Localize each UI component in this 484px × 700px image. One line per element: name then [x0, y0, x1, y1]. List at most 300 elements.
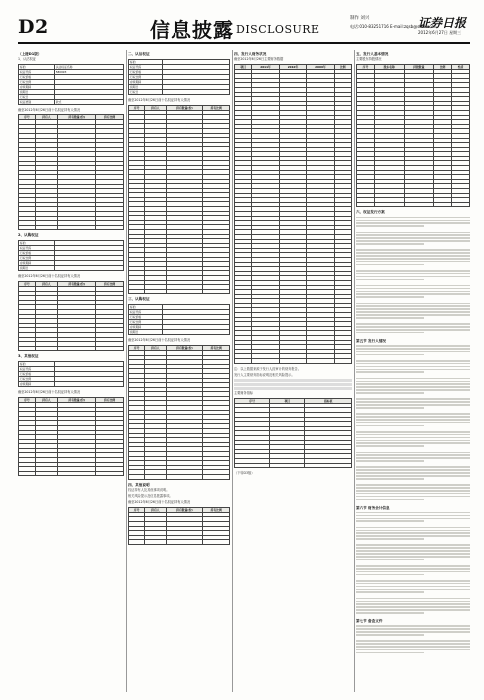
- text-line-placeholder: [356, 460, 424, 462]
- info-key: 行权价格: [19, 251, 55, 256]
- text-line-placeholder: [356, 634, 424, 636]
- paragraph-gap: [356, 594, 470, 596]
- info-key: 行权价格: [129, 315, 163, 320]
- text-line-placeholder: [356, 323, 470, 325]
- contact-line: 电话:010-83251716 E-mail:zqsb@stcn.com: [350, 24, 436, 29]
- text-line-placeholder: [356, 550, 470, 552]
- info-row: [129, 90, 230, 95]
- paragraph-gap: [356, 246, 470, 248]
- table-header-cell: 持有人: [145, 105, 166, 110]
- table-cell: [19, 471, 36, 476]
- block-heading: 四、其他说明: [128, 482, 150, 487]
- info-value: 欧式: [54, 99, 123, 104]
- text-line-placeholder: [356, 270, 470, 272]
- text-line-placeholder: [356, 652, 424, 654]
- table-cell: [374, 202, 404, 207]
- text-line-placeholder: [234, 379, 352, 382]
- table-row: [129, 474, 230, 479]
- paragraph-gap: [356, 463, 470, 465]
- table-cell: [434, 202, 452, 207]
- text-line-placeholder: [356, 378, 470, 380]
- table-header-cell: 持股数量: [404, 64, 434, 69]
- table-title: 截至2012年6月26日前十名权证持有人情况: [128, 338, 191, 343]
- info-key: 行权日: [129, 90, 163, 95]
- info-key: 存续期间: [19, 261, 55, 266]
- holder-table: [128, 345, 230, 480]
- text-line-placeholder: [356, 360, 470, 362]
- block-subheading: 1、认沽权证: [18, 57, 36, 61]
- table-header-cell: 持有比例: [96, 397, 124, 402]
- text-line-placeholder: [356, 285, 470, 287]
- paragraph-gap: [356, 541, 470, 543]
- text-line-placeholder: [356, 217, 470, 219]
- paragraph: 相关风险提示及信息披露事项。: [128, 493, 173, 498]
- holder-table: [18, 397, 124, 477]
- info-value: 认沽权证名称: [54, 64, 123, 69]
- table-cell: [235, 359, 252, 364]
- text-line-placeholder: [356, 478, 424, 480]
- text-line-placeholder: [356, 383, 470, 385]
- table-header-cell: 持有人: [35, 115, 57, 120]
- info-key: 到期日: [19, 266, 55, 271]
- table-header-cell: 2009年: [307, 64, 334, 69]
- info-key: 行权比例: [19, 256, 55, 261]
- table-title: 截至2012年6月26日前十名权证持有人情况: [18, 390, 81, 395]
- text-line-placeholder: [356, 530, 470, 532]
- table-header-cell: 持有数量(份): [58, 397, 96, 402]
- block-heading: 二、认沽权证: [128, 52, 150, 56]
- text-line-placeholder: [356, 452, 470, 454]
- paragraph-gap: [356, 395, 470, 397]
- table-cell: [279, 359, 306, 364]
- text-line-placeholder: [356, 234, 470, 236]
- info-key: 行权价格: [19, 372, 55, 377]
- table-header-cell: 比例: [434, 64, 452, 69]
- table-cell: [270, 463, 305, 468]
- column-1: [18, 50, 124, 692]
- text-line-placeholder: [356, 475, 470, 477]
- paragraph-gap: [356, 374, 470, 376]
- note-paragraph: 注：以上数据来源于发行人经审计的财务报告。: [234, 366, 301, 371]
- info-key: 权证代码: [129, 310, 163, 315]
- text-line-placeholder: [356, 308, 470, 310]
- section-heading: 六、权证发行方案: [356, 210, 385, 215]
- table-header-cell: 持有比例: [96, 115, 124, 120]
- paragraph-gap: [356, 502, 470, 504]
- text-line-placeholder: [356, 291, 470, 293]
- table-header-cell: 2011年: [252, 64, 279, 69]
- table-cell: [203, 540, 230, 545]
- text-line-placeholder: [356, 329, 470, 331]
- info-table: [18, 64, 124, 105]
- table-header-cell: 性质: [452, 64, 470, 69]
- info-key: 行权价格: [19, 74, 55, 79]
- table-cell: [166, 540, 203, 545]
- info-key: 标的: [19, 241, 55, 246]
- table-cell: [145, 289, 166, 294]
- text-line-placeholder: [356, 255, 470, 257]
- table-title: 截至2012年6月26日前十名权证持有人情况: [128, 98, 191, 102]
- column-4: [356, 50, 470, 692]
- text-line-placeholder: [356, 520, 424, 522]
- table-cell: [19, 225, 36, 230]
- holder-table: [18, 114, 124, 230]
- table-cell: [166, 289, 203, 294]
- info-row: [19, 99, 124, 104]
- holder-table: [234, 398, 352, 468]
- table-header-cell: 持有比例: [203, 507, 230, 512]
- text-line-placeholder: [356, 518, 470, 520]
- table-cell: [129, 289, 145, 294]
- text-line-placeholder: [356, 366, 470, 368]
- paragraph-gap: [356, 637, 470, 639]
- text-line-placeholder: [356, 469, 470, 471]
- text-line-placeholder: [356, 345, 470, 347]
- text-line-placeholder: [356, 472, 470, 474]
- text-line-placeholder: [356, 252, 470, 254]
- text-line-placeholder: [356, 389, 470, 391]
- text-line-placeholder: [356, 606, 470, 608]
- text-line-placeholder: [356, 222, 470, 224]
- paragraph-gap: [356, 615, 470, 617]
- editor-credit: 制作 刘兴: [350, 16, 370, 21]
- text-line-placeholder: [356, 527, 470, 529]
- info-key: 行权价格: [129, 70, 163, 75]
- table-cell: [129, 474, 145, 479]
- text-line-placeholder: [356, 296, 424, 298]
- info-key: 权证代码: [19, 69, 55, 74]
- table-cell: [203, 474, 230, 479]
- paragraph-gap: [356, 523, 470, 525]
- text-line-placeholder: [356, 407, 424, 409]
- table-cell: [58, 346, 96, 351]
- column-2: [128, 50, 230, 692]
- paragraph-gap: [356, 357, 470, 359]
- text-line-placeholder: [356, 422, 470, 424]
- note-paragraph: 发行人主要财务指标说明及相关风险提示。: [234, 372, 295, 377]
- holder-table: [18, 281, 124, 351]
- text-line-placeholder: [356, 484, 470, 486]
- text-line-placeholder: [356, 264, 424, 266]
- info-key: 到期日: [19, 89, 55, 94]
- paragraph-gap: [356, 562, 470, 564]
- info-key: 行权比例: [129, 320, 163, 325]
- info-row: [129, 330, 230, 335]
- text-line-placeholder: [356, 640, 470, 642]
- text-line-placeholder: [356, 547, 470, 549]
- text-line-placeholder: [356, 413, 470, 415]
- paragraph-gap: [356, 428, 470, 430]
- info-key: 存续期间: [129, 80, 163, 85]
- table-row: [235, 359, 352, 364]
- table-cell: [96, 225, 124, 230]
- text-line-placeholder: [356, 392, 424, 394]
- table-header-cell: 序号: [357, 64, 375, 69]
- block-heading: 三、认购权证: [128, 297, 150, 302]
- table-header-cell: 序号: [129, 345, 145, 350]
- info-key: 到期日: [129, 330, 163, 335]
- text-line-placeholder: [356, 404, 470, 406]
- text-line-placeholder: [356, 386, 470, 388]
- table-cell: [252, 359, 279, 364]
- text-line-placeholder: [356, 612, 424, 614]
- paragraph-gap: [356, 577, 470, 579]
- block-heading: 3、其他权证: [18, 354, 39, 359]
- text-line-placeholder: [356, 589, 470, 591]
- text-line-placeholder: [356, 591, 424, 593]
- table-title: 截至2012年6月26日前十名权证持有人情况: [128, 500, 191, 505]
- masthead: [18, 14, 470, 44]
- section-heading: 第六节 财务会计信息: [356, 505, 390, 510]
- page-number: D2: [18, 16, 49, 38]
- text-line-placeholder: [356, 643, 470, 645]
- table-cell: [357, 202, 375, 207]
- section-heading: 第七节 备查文件: [356, 619, 383, 624]
- column-divider: [126, 50, 127, 692]
- table-header-cell: 持有比例: [203, 345, 230, 350]
- table-cell: [129, 540, 145, 545]
- text-line-placeholder: [356, 434, 470, 436]
- table-header-cell: 持有人: [145, 507, 166, 512]
- info-key: 权证代码: [19, 246, 55, 251]
- table-header-cell: 持有比例: [96, 282, 124, 287]
- info-key: 存续期间: [19, 84, 55, 89]
- table-header-cell: 序号: [235, 398, 270, 403]
- block-heading: 五、发行人基本情况: [356, 52, 389, 56]
- issue-date: 2012年6月27日 星期三: [418, 30, 462, 35]
- info-key: 行权日: [19, 94, 55, 99]
- paragraph-gap: [356, 448, 470, 450]
- info-table: [18, 240, 124, 271]
- text-line-placeholder: [356, 225, 424, 227]
- table-header-cell: 序号: [129, 507, 145, 512]
- text-line-placeholder: [356, 609, 470, 611]
- text-line-placeholder: [356, 288, 470, 290]
- info-key: 标的: [19, 64, 55, 69]
- table-header-cell: 项目: [270, 398, 305, 403]
- paragraph: 权证持有人及其他事项说明。: [128, 487, 170, 492]
- text-line-placeholder: [356, 273, 470, 275]
- info-row: [19, 266, 124, 271]
- info-key: 存续期间: [129, 325, 163, 330]
- text-line-placeholder: [356, 314, 470, 316]
- table-title: 主要财务指标: [234, 391, 254, 396]
- text-line-placeholder: [356, 416, 470, 418]
- text-line-placeholder: [356, 279, 424, 281]
- section-title-en: DISCLOSURE: [236, 23, 320, 36]
- text-line-placeholder: [356, 381, 470, 383]
- table-header-cell: 持有数量(份): [166, 105, 203, 110]
- text-line-placeholder: [356, 535, 470, 537]
- text-line-placeholder: [356, 538, 424, 540]
- table-row: [357, 202, 470, 207]
- table-cell: [58, 471, 96, 476]
- table-cell: [35, 225, 57, 230]
- info-key: 存续期间: [19, 382, 55, 387]
- paragraph-gap: [356, 299, 470, 301]
- text-line-placeholder: [356, 276, 470, 278]
- table-header-cell: 持有数量(份): [166, 345, 203, 350]
- table-header-cell: 序号: [19, 115, 36, 120]
- text-line-placeholder: [356, 457, 470, 459]
- text-line-placeholder: [356, 574, 424, 576]
- info-table: [128, 59, 230, 95]
- info-row: [19, 382, 124, 387]
- table-header-cell: 持有数量(份): [58, 282, 96, 287]
- text-line-placeholder: [356, 326, 470, 328]
- table-row: [19, 471, 124, 476]
- text-line-placeholder: [356, 371, 424, 373]
- text-line-placeholder: [356, 515, 470, 517]
- text-line-placeholder: [356, 631, 470, 633]
- info-value: [163, 90, 230, 95]
- text-line-placeholder: [356, 559, 424, 561]
- table-title: 截至2012年6月26日前十名权证持有人情况: [18, 107, 81, 112]
- table-cell: [334, 359, 351, 364]
- block-heading: （上接D1版）: [18, 52, 42, 56]
- table-header-cell: 比例: [334, 64, 351, 69]
- table-title: 截至2012年6月26日主要财务数据: [234, 57, 284, 61]
- text-line-placeholder: [356, 487, 470, 489]
- paragraph-gap: [356, 410, 470, 412]
- text-line-placeholder: [356, 553, 470, 555]
- table-header-cell: 持有比例: [203, 105, 230, 110]
- holder-table: [128, 105, 230, 295]
- newspaper-logo: 证券日报: [418, 16, 467, 30]
- text-line-placeholder: [356, 249, 470, 251]
- table-header-cell: 序号: [19, 397, 36, 402]
- text-line-placeholder: [356, 305, 470, 307]
- holder-table: [128, 507, 230, 545]
- info-key: 到期日: [129, 85, 163, 90]
- table-row: [235, 463, 352, 468]
- text-line-placeholder: [356, 490, 470, 492]
- holder-table: [234, 64, 352, 364]
- text-line-placeholder: [356, 556, 470, 558]
- text-line-placeholder: [356, 363, 470, 365]
- table-header-cell: 项目: [235, 64, 252, 69]
- table-title: 截至2012年6月26日前十名权证持有人情况: [18, 274, 81, 279]
- text-line-placeholder: [356, 425, 424, 427]
- text-line-placeholder: [356, 237, 470, 239]
- text-line-placeholder: [356, 348, 470, 350]
- text-line-placeholder: [356, 437, 470, 439]
- text-line-placeholder: [356, 625, 470, 627]
- info-key: 权证代码: [19, 367, 55, 372]
- table-header-cell: 持有人: [35, 397, 57, 402]
- paragraph-gap: [356, 267, 470, 269]
- text-line-placeholder: [234, 387, 352, 390]
- section-heading: 第五节 发行人情况: [356, 338, 387, 343]
- table-cell: [452, 202, 470, 207]
- table-cell: [58, 225, 96, 230]
- info-value: [54, 266, 123, 271]
- table-title: 主要股东持股情况: [356, 57, 382, 61]
- table-cell: [203, 289, 230, 294]
- text-line-placeholder: [356, 220, 470, 222]
- text-line-placeholder: [356, 243, 424, 245]
- table-row: [129, 289, 230, 294]
- paragraph-gap: [356, 481, 470, 483]
- column-divider: [232, 50, 233, 692]
- info-value: [163, 330, 230, 335]
- table-row: [129, 540, 230, 545]
- info-key: 行权比例: [129, 75, 163, 80]
- table-cell: [404, 202, 434, 207]
- text-line-placeholder: [356, 445, 424, 447]
- info-table: [128, 304, 230, 335]
- table-header-cell: 持有人: [35, 282, 57, 287]
- text-line-placeholder: [356, 232, 470, 234]
- text-line-placeholder: [356, 293, 470, 295]
- text-line-placeholder: [356, 586, 470, 588]
- table-header-cell: 指标值: [305, 398, 352, 403]
- table-header-cell: 序号: [129, 105, 145, 110]
- text-line-placeholder: [356, 431, 470, 433]
- table-header-cell: 序号: [19, 282, 36, 287]
- text-line-placeholder: [356, 499, 424, 501]
- continuation-note: （下转D3版）: [234, 471, 255, 476]
- paragraph-gap: [356, 335, 470, 337]
- info-key: 权证类别: [19, 99, 55, 104]
- info-key: 行权比例: [19, 79, 55, 84]
- table-cell: [96, 471, 124, 476]
- text-line-placeholder: [356, 354, 424, 356]
- info-key: 行权比例: [19, 377, 55, 382]
- info-table: [18, 361, 124, 387]
- text-line-placeholder: [356, 603, 470, 605]
- text-line-placeholder: [356, 419, 470, 421]
- info-key: 标的: [129, 60, 163, 65]
- text-line-placeholder: [356, 532, 470, 534]
- text-line-placeholder: [356, 258, 470, 260]
- text-line-placeholder: [356, 598, 470, 600]
- text-line-placeholder: [356, 496, 470, 498]
- paragraph-gap: [356, 655, 470, 657]
- text-line-placeholder: [234, 383, 352, 386]
- paragraph-gap: [356, 320, 470, 322]
- text-line-placeholder: [356, 398, 470, 400]
- text-line-placeholder: [356, 303, 470, 305]
- paragraph-gap: [356, 228, 470, 230]
- table-cell: [235, 463, 270, 468]
- table-header-cell: 持有人: [145, 345, 166, 350]
- text-line-placeholder: [356, 512, 470, 514]
- text-line-placeholder: [356, 332, 424, 334]
- info-value: 580993: [54, 69, 123, 74]
- table-row: [19, 346, 124, 351]
- text-line-placeholder: [356, 493, 470, 495]
- text-line-placeholder: [356, 646, 470, 648]
- table-header-cell: 持有数量(份): [166, 507, 203, 512]
- section-title: 信息披露: [150, 18, 234, 42]
- table-cell: [166, 474, 203, 479]
- table-cell: [35, 346, 57, 351]
- info-key: 权证代码: [129, 65, 163, 70]
- column-divider: [354, 50, 355, 692]
- block-heading: 四、发行人财务状况: [234, 52, 267, 56]
- text-line-placeholder: [356, 628, 470, 630]
- text-line-placeholder: [356, 565, 470, 567]
- table-cell: [307, 359, 334, 364]
- text-line-placeholder: [356, 240, 470, 242]
- text-line-placeholder: [356, 571, 470, 573]
- info-key: 标的: [19, 362, 55, 367]
- text-line-placeholder: [356, 440, 470, 442]
- text-line-placeholder: [356, 580, 470, 582]
- text-line-placeholder: [356, 317, 424, 319]
- table-header-cell: 持有数量(份): [58, 115, 96, 120]
